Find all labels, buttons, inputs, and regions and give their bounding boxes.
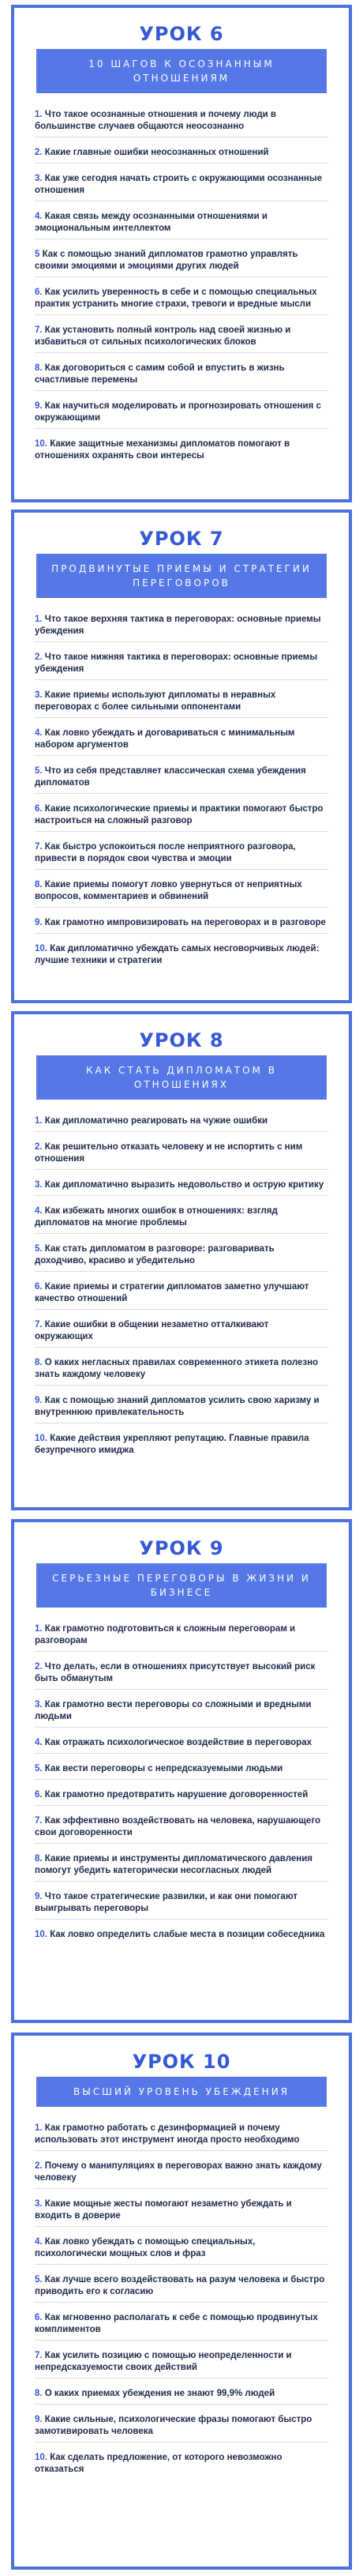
- topic-text: Как эффективно воздействовать на человека, нарушающего свои договоренности: [35, 1816, 320, 1837]
- topic-text: Как грамотно подготовиться к сложным переговорам и разговорам: [35, 1624, 296, 1645]
- topic-item: [35, 2414, 328, 2442]
- topic-item: [35, 1281, 328, 1310]
- topic-text: Какие действия укрепляют репутацию. Главные правила безупречного имиджа: [35, 1434, 309, 1455]
- topic-text: Как быстро успокоиться после неприятного разговора, привести в порядок свои чувства и эмоции: [35, 842, 296, 863]
- topic-number: 1.: [35, 2123, 43, 2133]
- topic-item: [35, 1357, 328, 1386]
- lesson-card: [11, 1519, 352, 2023]
- topic-item: [35, 2452, 328, 2480]
- topic-item: [35, 1243, 328, 1272]
- topic-number: 8.: [35, 1358, 43, 1367]
- lesson-subtitle-banner: КАК СТАТЬ ДИПЛОМАТОМ В ОТНОШЕНИЯХ: [36, 1055, 327, 1100]
- topic-item: [35, 765, 328, 794]
- topic-text: Какие приемы используют дипломаты в неравных переговорах с более сильными оппонентами: [35, 690, 276, 712]
- topic-number: 10.: [35, 944, 47, 953]
- topic-text: Как дипломатично реагировать на чужие ошибки: [44, 1116, 268, 1126]
- topic-number: 3.: [35, 1700, 43, 1709]
- topic-item: [35, 1661, 328, 1690]
- topic-item: [35, 652, 328, 680]
- topic-text: Как ловко убеждать с помощью специальных, психологически мощных слов и фраз: [35, 2237, 256, 2258]
- topic-number: 8.: [35, 880, 43, 889]
- topic-text: Как усилить уверенность в себе и с помощью специальных практик устранить многие страхи, тревоги и вредные мысли: [35, 288, 317, 309]
- topic-text: Как грамотно вести переговоры со сложными и вредными людьми: [35, 1700, 312, 1721]
- lesson-subtitle-banner: СЕРЬЕЗНЫЕ ПЕРЕГОВОРЫ В ЖИЗНИ И БИЗНЕСЕ: [36, 1563, 327, 1608]
- topic-item: [35, 690, 328, 718]
- topic-item: [35, 1179, 328, 1196]
- topic-item: [35, 147, 328, 164]
- topic-number: 9.: [35, 2415, 43, 2424]
- topic-text: Что такое нижняя тактика в переговорах: основные приемы убеждения: [35, 652, 318, 674]
- topic-number: 3.: [35, 1180, 43, 1190]
- topic-text: Как вести переговоры с непредсказуемыми людьми: [44, 1764, 283, 1773]
- topic-item: [35, 401, 328, 429]
- topic-item: [35, 1699, 328, 1728]
- topic-item: [35, 287, 328, 315]
- topic-number: 4.: [35, 2237, 43, 2247]
- topic-text: Какие приемы помогут ловко увернуться от неприятных вопросов, комментариев и обвинений: [35, 880, 302, 901]
- topic-number: 6.: [35, 804, 43, 814]
- topic-text: Какие приемы и стратегии дипломатов заметно улучшают качество отношений: [35, 1282, 309, 1303]
- topic-text: Как решительно отказать человеку и не испортить с ним отношения: [35, 1142, 303, 1164]
- topic-number: 10.: [35, 1930, 47, 1939]
- topic-number: 2.: [35, 1662, 43, 1672]
- topic-item: [35, 249, 328, 277]
- topic-item: [35, 917, 328, 934]
- topic-text: Как отражать психологическое воздействие в переговорах: [44, 1738, 312, 1747]
- topic-number: 3.: [35, 174, 43, 183]
- topic-item: [35, 109, 328, 137]
- lesson-topics-list: [14, 109, 349, 466]
- topic-item: [35, 2274, 328, 2303]
- topic-number: 7.: [35, 1816, 43, 1826]
- topic-number: 6.: [35, 2313, 43, 2322]
- topic-number: 2.: [35, 1142, 43, 1152]
- topic-text: Как с помощью знаний дипломатов усилить свою харизму и внутреннюю привлекательность: [35, 1396, 320, 1417]
- topic-text: Какие ошибки в общении незаметно отталкивают окружающих: [35, 1320, 269, 1341]
- lesson-card: [11, 510, 352, 1003]
- lesson-topics-list: [14, 614, 349, 971]
- topic-text: Как уже сегодня начать строить с окружающими осознанные отношения: [35, 174, 323, 195]
- lesson-topics-list: [14, 2123, 349, 2480]
- topic-item: [35, 1763, 328, 1780]
- topic-number: 5.: [35, 2275, 43, 2285]
- lesson-card: [11, 5, 352, 502]
- topic-text: Какие главные ошибки неосознанных отношений: [44, 148, 269, 157]
- topic-number: 8.: [35, 363, 43, 373]
- topic-text: О каких неглaсных правилах современного этикета полезно знать каждому человеку: [35, 1358, 319, 1379]
- topic-number: 1.: [35, 110, 43, 119]
- topic-item: [35, 2350, 328, 2379]
- lesson-subtitle-banner: ВЫСШИЙ УРОВЕНЬ УБЕЖДЕНИЯ: [36, 2077, 327, 2107]
- topic-text: Какие психологические приемы и практики помогают быстро настроиться на сложный разговор: [35, 804, 324, 825]
- lesson-title: УРОК 6: [139, 23, 224, 45]
- topic-text: Почему о манипуляциях в переговорах важно знать каждому человеку: [35, 2161, 322, 2183]
- topic-text: Какие сильные, психологические фразы помогают быстро замотивировать человека: [35, 2415, 312, 2436]
- topic-item: [35, 1789, 328, 1806]
- topic-item: [35, 2312, 328, 2341]
- topic-number: 10.: [35, 1434, 47, 1443]
- topic-text: Что делать, если в отношениях присутствует высокий риск быть обманутым: [35, 1662, 316, 1683]
- topic-text: Как грамотно предотвратить нарушение договоренностей: [44, 1790, 309, 1799]
- topic-number: 9.: [35, 1892, 43, 1901]
- topic-text: Как установить полный контроль над своей жизнью и избавиться от сильных психологических блоков: [35, 325, 291, 347]
- lesson-card: [11, 2033, 352, 2570]
- topic-number: 4.: [35, 1206, 43, 1216]
- topic-number: 5.: [35, 766, 43, 776]
- topic-text: Как усилить позицию с помощью неопределенности и непредсказуемости своих действий: [35, 2351, 292, 2372]
- topic-text: Какие мощные жесты помогают незаметно убеждать и входить в доверие: [35, 2199, 292, 2221]
- topic-text: Какие приемы и инструменты дипломатического давления помогут убедить категорически несогласных людей: [35, 1854, 312, 1875]
- topic-text: Как ловко убеждать и договариваться с минимальным набором аргументов: [35, 728, 295, 750]
- topic-item: [35, 728, 328, 756]
- topic-number: 7.: [35, 842, 43, 852]
- lesson-title: УРОК 7: [139, 528, 224, 550]
- topic-text: Что такое стратегические развилки, и как они помогают выигрывать переговоры: [35, 1892, 298, 1913]
- topic-number: 3.: [35, 2199, 43, 2209]
- topic-number: 3.: [35, 690, 43, 700]
- topic-number: 9.: [35, 1396, 43, 1405]
- topic-item: [35, 1815, 328, 1844]
- topic-text: Как научиться моделировать и прогнозировать отношения с окружающими: [35, 401, 321, 423]
- topic-text: Как договориться с самим собой и впустить в жизнь счастливые перемены: [35, 363, 285, 385]
- topic-text: Как ловко определить слабые места в позиции собеседника: [50, 1930, 325, 1939]
- topic-item: [35, 841, 328, 870]
- topic-number: 2.: [35, 652, 43, 662]
- topic-number: 9.: [35, 918, 43, 927]
- topic-text: Какая связь между осознанными отношениями и эмоциональным интеллектом: [35, 212, 268, 233]
- topic-item: [35, 2388, 328, 2405]
- topic-number: 10.: [35, 439, 47, 449]
- topic-item: [35, 1141, 328, 1170]
- topic-text: Как дипломатично выразить недовольство и острую критику: [44, 1180, 324, 1190]
- topic-number: 6.: [35, 1790, 43, 1799]
- topic-item: [35, 1623, 328, 1652]
- topic-item: [35, 943, 328, 971]
- topic-text: Какие защитные механизмы дипломатов помогают в отношениях охранять свои интересы: [35, 439, 290, 461]
- lesson-title: УРОК 8: [139, 1029, 224, 1051]
- topic-item: [35, 803, 328, 832]
- topic-number: 4.: [35, 1738, 43, 1747]
- topic-number: 7.: [35, 2351, 43, 2360]
- lesson-card: [11, 1011, 352, 1510]
- topic-item: [35, 1395, 328, 1423]
- topic-number: 2.: [35, 2161, 43, 2171]
- topic-item: [35, 1929, 328, 1945]
- topic-text: О каких приемах убеждения не знают 99,9% людей: [44, 2389, 275, 2398]
- topic-item: [35, 1737, 328, 1754]
- topic-text: Как сделать предложение, от которого невозможно отказаться: [35, 2453, 283, 2474]
- topic-item: [35, 325, 328, 353]
- topic-text: Что из себя представляет классическая схема убеждения дипломатов: [35, 766, 306, 788]
- lesson-subtitle-banner: ПРОДВИНУТЫЕ ПРИЕМЫ И СТРАТЕГИИ ПЕРЕГОВОРОВ: [36, 554, 327, 598]
- topic-item: [35, 1319, 328, 1348]
- topic-item: [35, 2123, 328, 2151]
- topic-number: 1.: [35, 615, 43, 624]
- topic-number: 5.: [35, 1244, 43, 1254]
- lesson-topics-list: [14, 1115, 349, 1461]
- topic-number: 5.: [35, 1764, 43, 1773]
- topic-item: [35, 211, 328, 239]
- topic-text: Как грамотно импровизировать на переговорах и в разговоре: [44, 918, 326, 927]
- topic-item: [35, 879, 328, 908]
- topic-item: [35, 173, 328, 201]
- lesson-subtitle-banner: 10 ШАГОВ К ОСОЗНАННЫМ ОТНОШЕНИЯМ: [36, 49, 327, 93]
- topic-item: [35, 1115, 328, 1132]
- topic-text: Как дипломатично убеждать самых несговорчивых людей: лучшие техники и стратегии: [35, 944, 320, 965]
- topic-number: 1.: [35, 1116, 43, 1126]
- topic-text: Как грамотно работать с дезинформацией и почему использовать этот инструмент иногда просто необходимо: [35, 2123, 300, 2145]
- topic-number: 4.: [35, 728, 43, 738]
- topic-number: 8.: [35, 2389, 43, 2398]
- topic-item: [35, 1433, 328, 1461]
- topic-number: 9.: [35, 401, 43, 411]
- topic-item: [35, 438, 328, 466]
- topic-item: [35, 1891, 328, 1920]
- topic-item: [35, 2236, 328, 2265]
- topic-number: 1.: [35, 1624, 43, 1634]
- topic-text: Как лучше всего воздействовать на разум человека и быстро приводить его к согласию: [35, 2275, 325, 2296]
- topic-item: [35, 363, 328, 391]
- topic-text: Как с помощью знаний дипломатов грамотно управлять своими эмоциями и эмоциями других людей: [35, 250, 298, 271]
- topic-item: [35, 1853, 328, 1882]
- lesson-title: УРОК 9: [139, 1537, 224, 1559]
- topic-text: Что такое осознанные отношения и почему люди в большинстве случаев общаются неосознанно: [35, 110, 276, 131]
- topic-item: [35, 2198, 328, 2227]
- topic-number: 7.: [35, 325, 43, 335]
- topic-number: 2.: [35, 148, 43, 157]
- topic-text: Что такое верхняя тактика в переговорах: основные приемы убеждения: [35, 615, 321, 636]
- topic-item: [35, 2160, 328, 2189]
- topic-number: 8.: [35, 1854, 43, 1863]
- topic-number: 10.: [35, 2453, 47, 2462]
- topic-number: 5: [35, 250, 40, 259]
- topic-text: Как мгновенно располагать к себе с помощью продвинутых комплиментов: [35, 2313, 318, 2334]
- topic-item: [35, 1205, 328, 1234]
- lesson-topics-list: [14, 1623, 349, 1945]
- lesson-title: УРОК 10: [132, 2051, 231, 2073]
- topic-text: Как избежать многих ошибок в отношениях: взгляд дипломатов на многие проблемы: [35, 1206, 278, 1228]
- topic-number: 7.: [35, 1320, 43, 1329]
- topic-item: [35, 614, 328, 642]
- topic-number: 6.: [35, 1282, 43, 1292]
- topic-text: Как стать дипломатом в разговоре: разговаривать доходчиво, красиво и убедительно: [35, 1244, 275, 1265]
- topic-number: 4.: [35, 212, 43, 221]
- topic-number: 6.: [35, 288, 43, 297]
